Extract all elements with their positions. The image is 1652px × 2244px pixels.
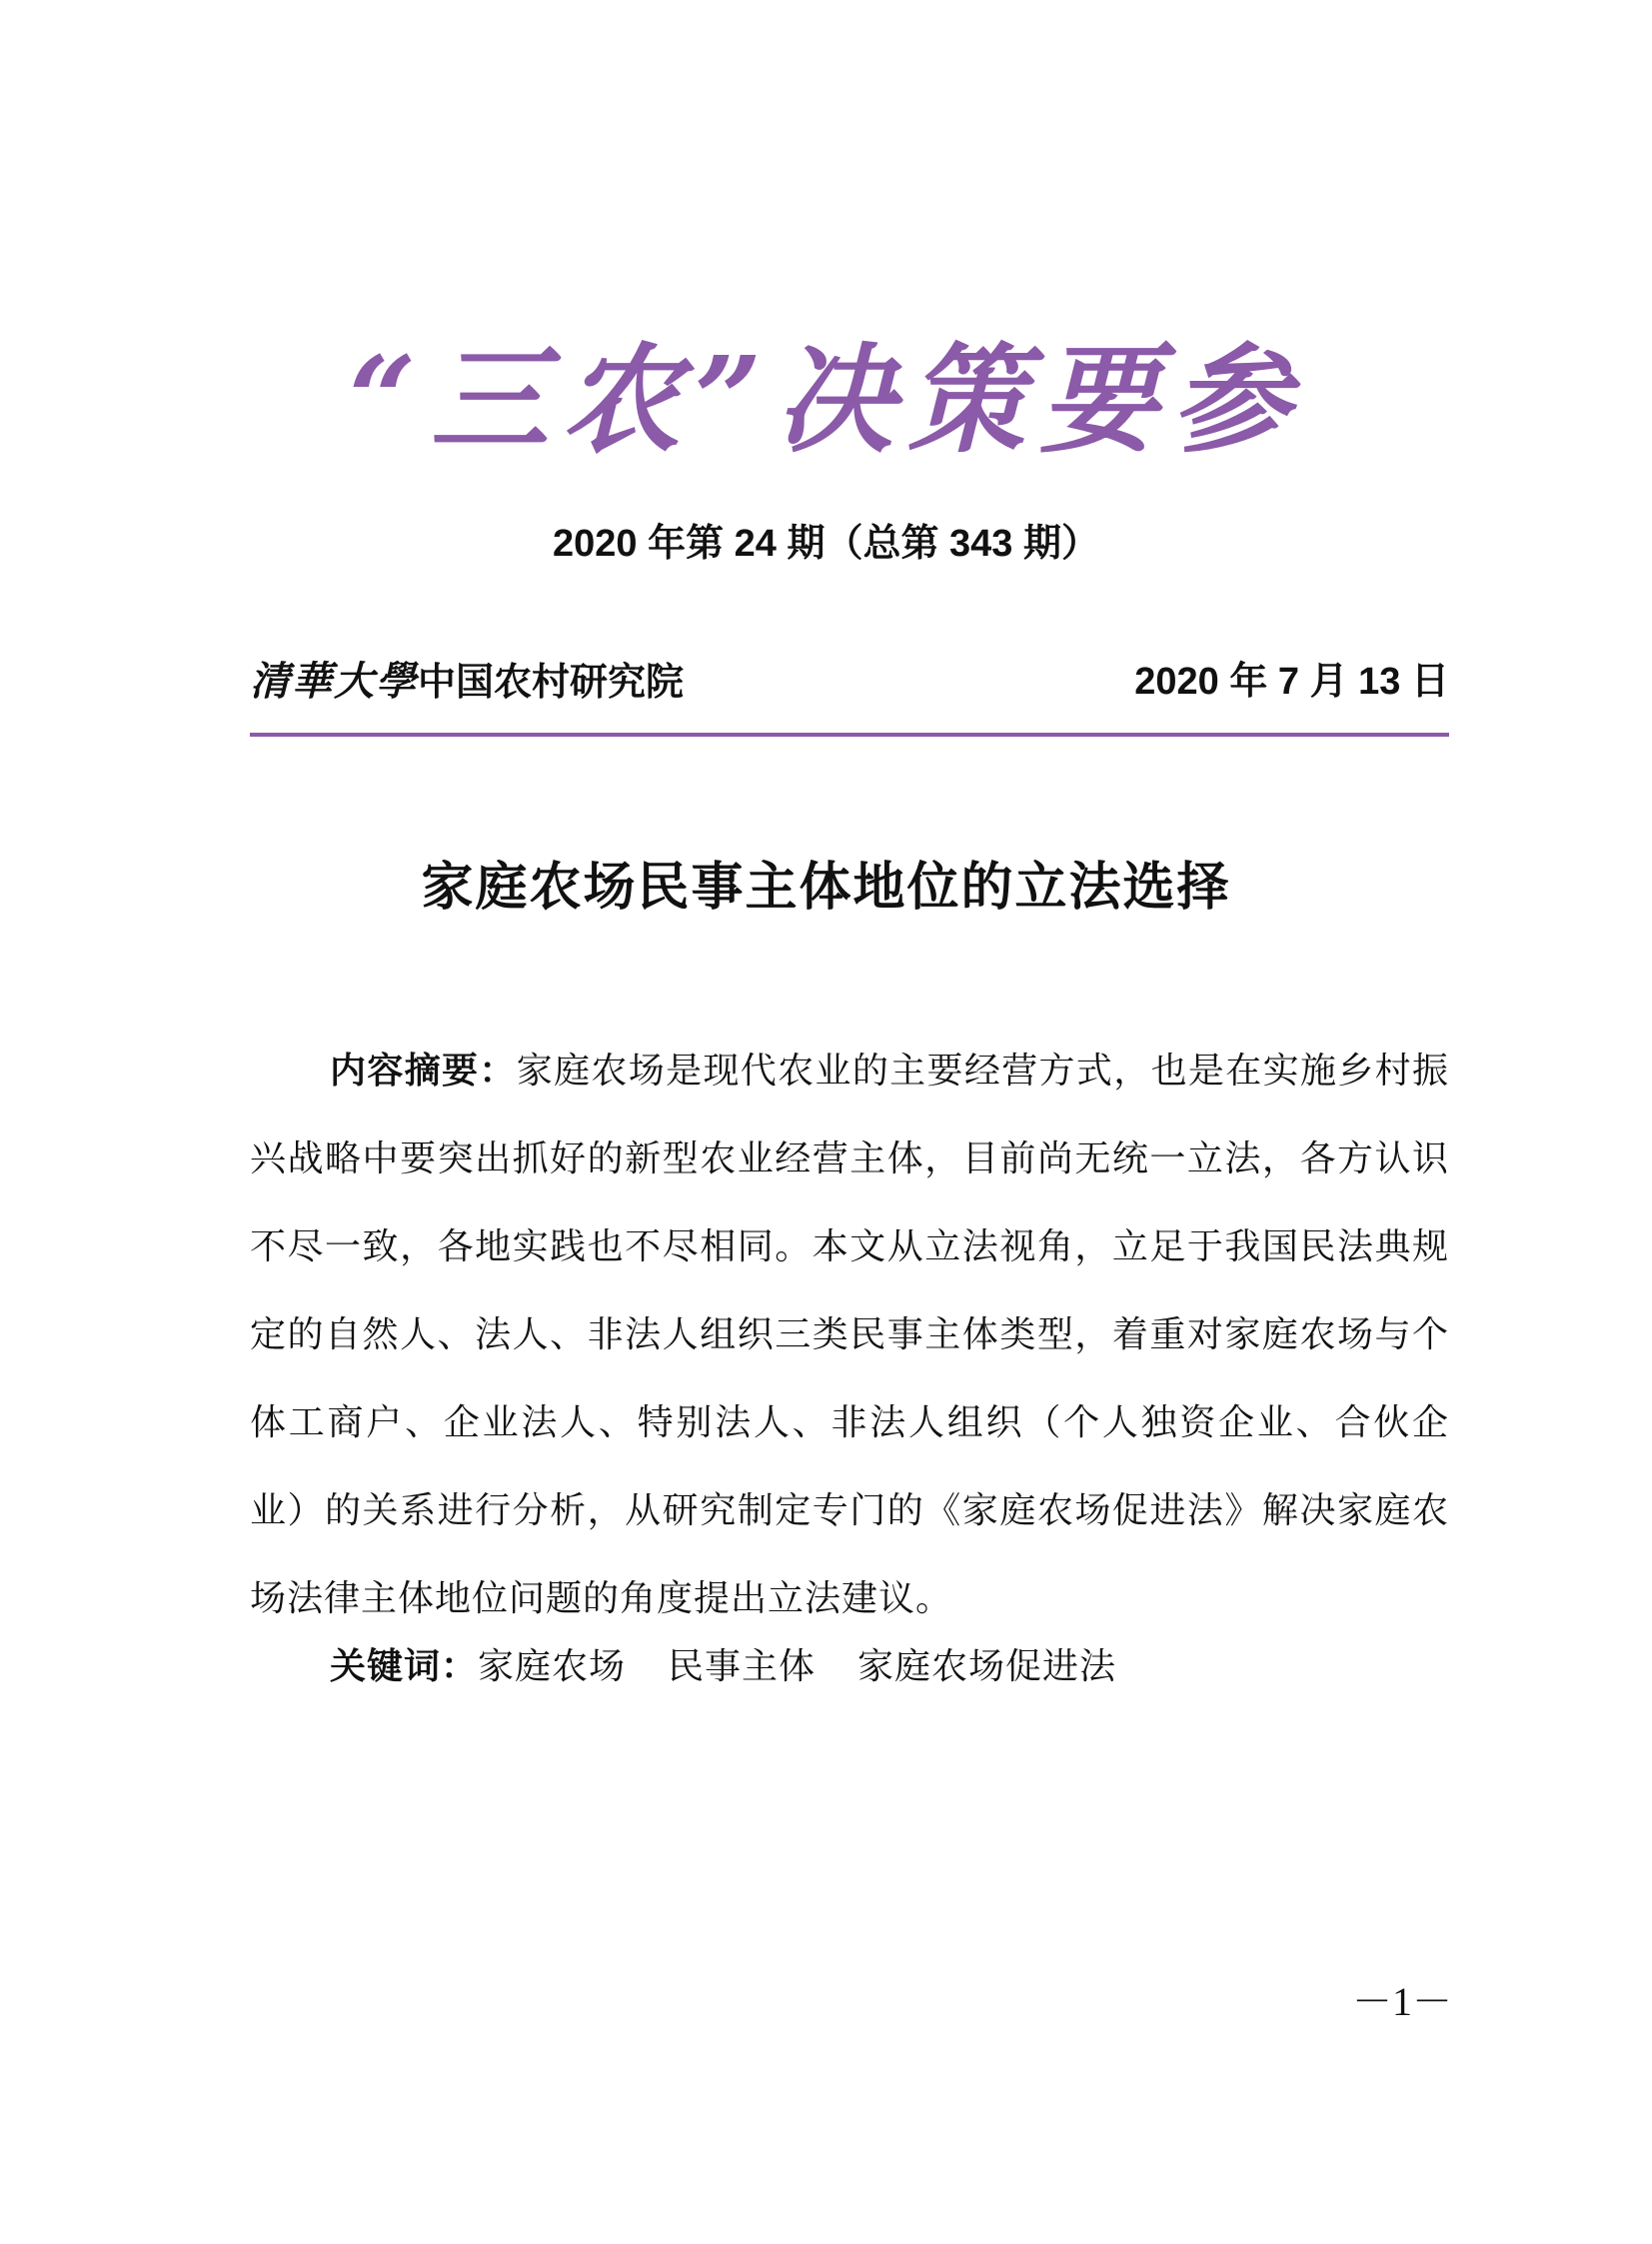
page-number: －1－ xyxy=(1352,1979,1452,2024)
publisher-row xyxy=(250,654,1449,714)
abstract-text: 家庭农场是现代农业的主要经营方式，也是在实施乡村振兴战略中要突出抓好的新型农业经营主体，目前尚无统一立法，各方认识不尽一致，各地实践也不尽相同。本文从立法视角，立足于我国民法典规定的自然人、法人、非法人组织三类民事主体类型，着重对家庭农场与个体工商户、企业法人、特别法人、非法人组织（个人独资企业、合伙企业）的关系进行分析，从研究制定专门的《家庭农场促进法》解决家庭农场法律主体地位问题的角度提出立法建议。 xyxy=(250,1051,1449,1619)
publisher-name: 中国农村研究院 xyxy=(418,660,685,704)
keywords-line xyxy=(330,1637,1116,1697)
publication-date: 2020 年 7 月 13 日 xyxy=(1134,661,1449,703)
keyword-item: 民事主体 xyxy=(668,1646,817,1687)
keyword-item: 家庭农场促进法 xyxy=(857,1646,1117,1687)
abstract-label: 内容摘要： xyxy=(330,1051,517,1092)
masthead-title: “三农”决策要参 xyxy=(348,330,1304,469)
abstract-paragraph xyxy=(250,1028,1449,1643)
keywords-label: 关键词： xyxy=(330,1646,479,1687)
university-logo: 清華大學 xyxy=(250,658,418,705)
article-title: 家庭农场民事主体地位的立法选择 xyxy=(421,858,1231,918)
issue-number: 2020 年第 24 期（总第 343 期） xyxy=(553,523,1099,565)
header-divider xyxy=(250,733,1449,737)
keyword-item: 家庭农场 xyxy=(478,1646,627,1687)
